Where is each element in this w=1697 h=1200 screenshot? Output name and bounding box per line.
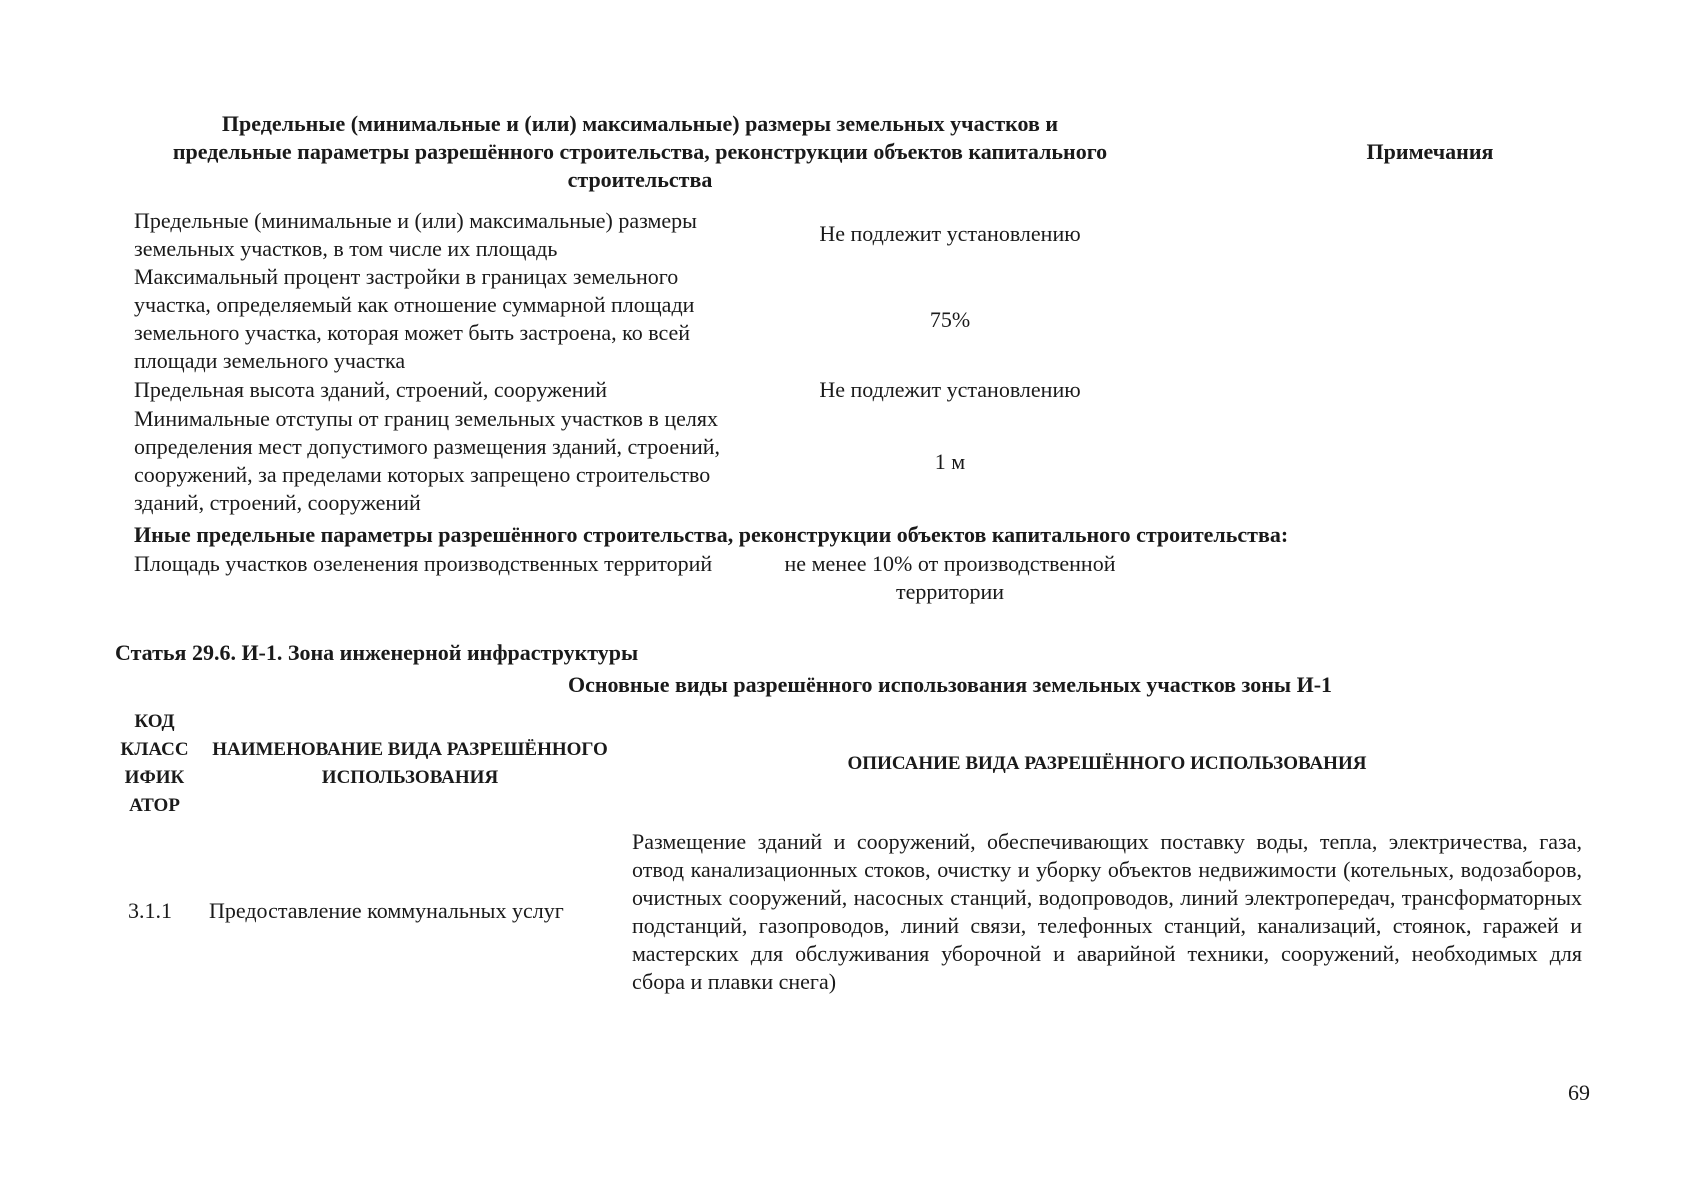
table-header-name: НАИМЕНОВАНИЕ ВИДА РАЗРЕШЁННОГО ИСПОЛЬЗОВАНИЯ [212,739,608,788]
article-subheading: Основные виды разрешённого использования земельных участков зоны И-1 [567,672,1333,697]
page-number: 69 [1568,1080,1590,1105]
limits-row-param: Минимальные отступы от границ земельных участков в целях определения мест допустимого размещения зданий, строений, сооружений, за пределами которых запрещено строительство зданий, строений, сооружений [134,406,721,515]
table-header-description: ОПИСАНИЕ ВИДА РАЗРЕШЁННОГО ИСПОЛЬЗОВАНИЯ [847,753,1367,774]
article-title: Статья 29.6. И-1. Зона инженерной инфраструктуры [115,640,639,665]
limits-row-param: Максимальный процент застройки в границах земельного участка, определяемый как отношение суммарной площади земельного участка, которая может быть застроена, ко всей площади земельного участка [134,264,695,373]
limits-row-value: Не подлежит установлению [819,221,1081,246]
limits-header-parameters: Предельные (минимальные и (или) максимальные) размеры земельных участков и предельные параметры разрешённого строительства, реконструкции объектов капитального строительства [172,111,1108,192]
other-limits-title: Иные предельные параметры разрешённого строительства, реконструкции объектов капитального строительства: [134,522,1289,547]
other-limits-row-value: не менее 10% от производственной территории [784,551,1116,604]
limits-row-param: Предельная высота зданий, строений, сооружений [134,377,608,402]
limits-row-param: Предельные (минимальные и (или) максимальные) размеры земельных участков, в том числе их площадь [134,208,697,261]
limits-header-notes: Примечания [1366,139,1494,164]
limits-row-value: 1 м [934,449,966,474]
other-limits-row-param: Площадь участков озеленения производственных территорий [134,551,713,576]
limits-row-value: 75% [929,307,971,332]
table-row-description: Размещение зданий и сооружений, обеспечивающих поставку воды, тепла, электричества, газа, отвод канализационных стоков, очистку и уборку объектов недвижимости (котельных, водозаборов, очистных сооружений, насосных станций, водопроводов, линий электропередач, трансформаторных подстанций, газопроводов, линий связи, телефонных станций, канализаций, стоянок, гаражей и мастерских для обслуживания уборочной и аварийной техники, сооружений, необходимых для сбора и плавки снега) [632,829,1582,994]
limits-row-value: Не подлежит установлению [819,377,1081,402]
table-row-code: 3.1.1 [128,898,172,923]
table-row-name: Предоставление коммунальных услуг [209,898,564,923]
table-header-code: КОД КЛАСС ИФИК АТОР [120,711,189,816]
